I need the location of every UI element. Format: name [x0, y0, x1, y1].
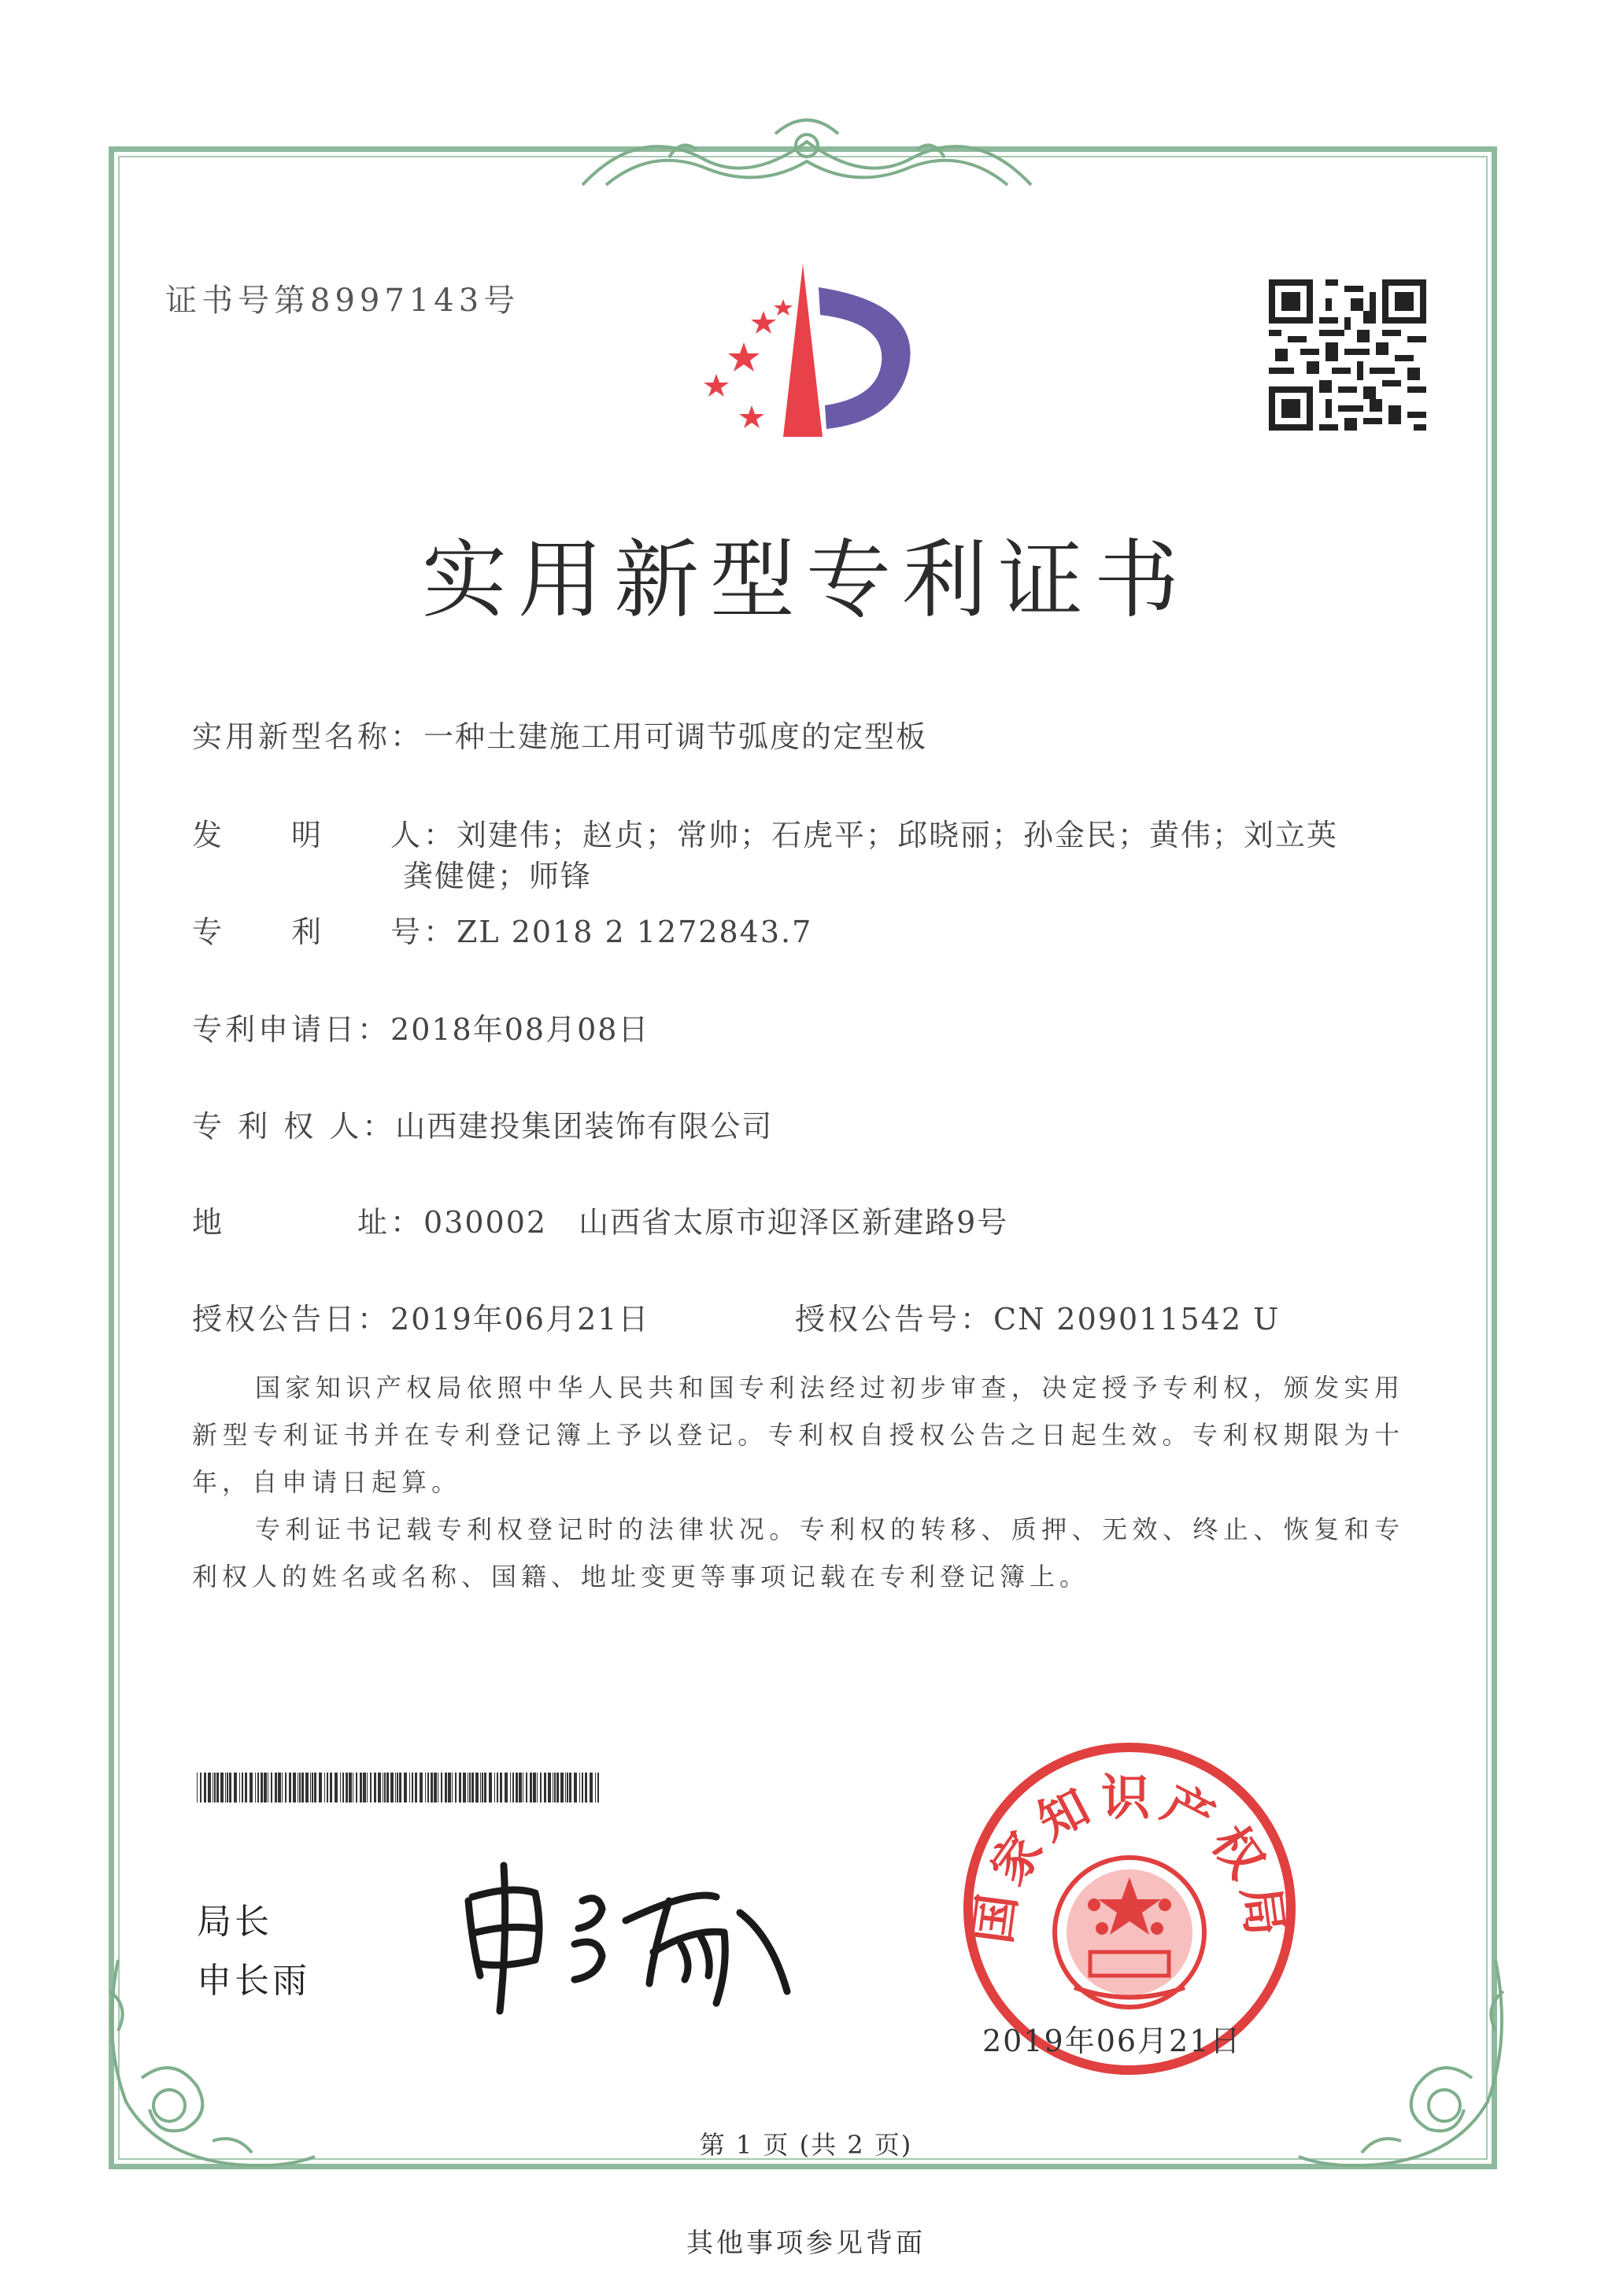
seal-date: 2019年06月21日	[982, 2024, 1242, 2058]
top-ornament-icon	[575, 110, 1039, 205]
application-date-field	[192, 1005, 649, 1048]
field-value: 一种土建施工用可调节弧度的定型板	[423, 719, 928, 754]
legal-paragraph: 国家知识产权局依照中华人民共和国专利法经过初步审查，决定授予专利权，颁发实用新型专利证书并在专利登记簿上予以登记。专利权自授权公告之日起生效。专利权期限为十年，自申请日起算。	[192, 1373, 1404, 1497]
legal-paragraph: 专利证书记载专利权登记时的法律状况。专利权的转移、质押、无效、终止、恢复和专利权人的姓名或名称、国籍、地址变更等事项记载在专利登记簿上。	[192, 1514, 1404, 1592]
certificate-number: 证书号第8997143号	[165, 283, 520, 319]
field-label: 专利申请日：	[192, 1012, 391, 1047]
qr-code-icon	[1269, 279, 1426, 431]
patentee-field	[192, 1102, 773, 1145]
field-label: 授权公告号：	[795, 1302, 994, 1337]
field-value: 030002 山西省太原市迎泽区新建路9号	[423, 1205, 1009, 1240]
grant-number-field	[795, 1295, 1280, 1338]
field-value: ZL 2018 2 1272843.7	[457, 915, 813, 949]
field-value: 山西建投集团装饰有限公司	[395, 1109, 774, 1144]
certificate-title: 实用新型专利证书	[421, 531, 1190, 630]
field-label: 专 利 权 人：	[192, 1109, 396, 1144]
field-label: 授权公告日：	[192, 1302, 391, 1337]
field-label: 实用新型名称：	[192, 719, 424, 754]
inventor-field	[192, 811, 1338, 854]
utility-model-name-field	[192, 712, 927, 756]
field-value: 2018年08月08日	[390, 1012, 650, 1047]
cnipa-logo-icon	[685, 256, 929, 445]
field-value: 刘建伟；赵贞；常帅；石虎平；邱晓丽；孙金民；黄伟；刘立英	[457, 818, 1339, 852]
patent-number-field	[192, 908, 812, 951]
page-number: 第 1 页 (共 2 页)	[699, 2130, 913, 2160]
barcode-icon	[197, 1773, 602, 1802]
inventor-field-continued	[403, 852, 592, 895]
field-value: 2019年06月21日	[390, 1302, 650, 1337]
director-title: 局长	[197, 1902, 272, 1942]
footer-note: 其他事项参见背面	[686, 2228, 926, 2259]
grant-date-field	[192, 1295, 649, 1338]
field-label: 地 址：	[192, 1205, 424, 1240]
field-value: CN 209011542 U	[993, 1302, 1281, 1337]
field-label: 发 明 人：	[192, 818, 457, 852]
svg-text:国家知识产权局: 国家知识产权局	[963, 1769, 1296, 1947]
field-value: 龚健健；师锋	[403, 859, 593, 893]
director-name: 申长雨	[197, 1961, 310, 2001]
director-signature-icon	[457, 1858, 803, 2015]
field-label: 专 利 号：	[192, 915, 457, 949]
address-field	[192, 1198, 1008, 1241]
